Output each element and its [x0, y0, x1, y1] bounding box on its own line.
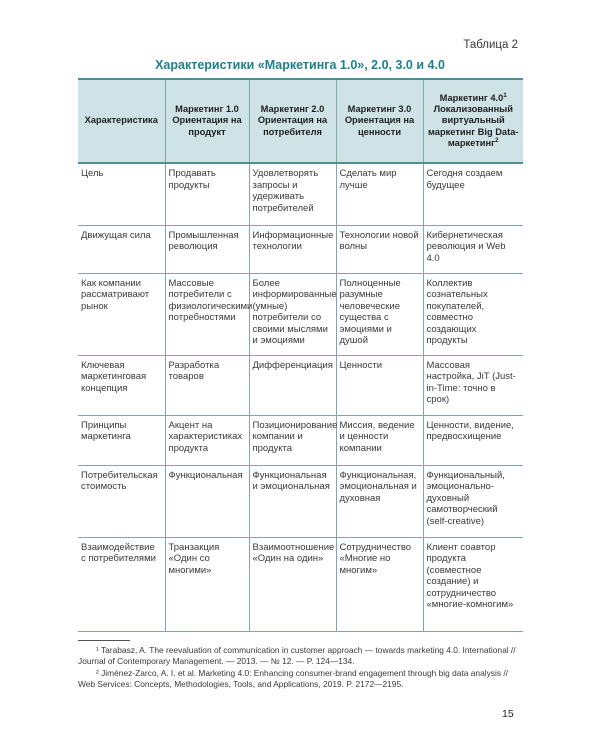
- table-row: [78, 537, 523, 631]
- table-label: Таблица 2: [463, 39, 518, 51]
- header-marketing-2: Маркетинг 2.0 Ориентация на потребителя: [249, 79, 336, 163]
- table-cell: Ценности: [336, 355, 423, 415]
- table-cell: Дифференциация: [249, 355, 336, 415]
- marketing-comparison-table: [78, 78, 523, 632]
- table-cell: Удовлетворять запросы и удерживать потребителей: [249, 163, 336, 225]
- row-label: Принципы маркетинга: [78, 415, 165, 465]
- table-cell: Более информированные (умные) потребители со своими мыслями и эмоциями: [249, 273, 336, 355]
- table-cell: Технологии новой волны: [336, 225, 423, 273]
- table-cell: Разработка товаров: [165, 355, 249, 415]
- table-cell: Взаимоотношение «Один на один»: [249, 537, 336, 631]
- table-row: [78, 355, 523, 415]
- table-cell: Ценности, видение, предвосхищение: [423, 415, 523, 465]
- header-marketing-4: [423, 79, 523, 163]
- table-title: Характеристики «Маркетинга 1.0», 2.0, 3.0 и 4.0: [155, 58, 445, 72]
- row-label: Цель: [78, 163, 165, 225]
- table-cell: Промышленная революция: [165, 225, 249, 273]
- table-row: [78, 465, 523, 537]
- table-cell: Кибернетическая революция и Web 4.0: [423, 225, 523, 273]
- header-marketing-3: Маркетинг 3.0 Ориентация на ценности: [336, 79, 423, 163]
- row-label: Потребительская стоимость: [78, 465, 165, 537]
- table-row: [78, 273, 523, 355]
- table-cell: Сегодня создаем будущее: [423, 163, 523, 225]
- table-cell: Транзакция «Один со многими»: [165, 537, 249, 631]
- footnotes: [78, 645, 523, 691]
- table-row: [78, 163, 523, 225]
- table-cell: Коллектив сознательных покупателей, совместно создающих продукты: [423, 273, 523, 355]
- row-label: Ключевая маркетинговая концепция: [78, 355, 165, 415]
- table-cell: Миссия, ведение и ценности компании: [336, 415, 423, 465]
- footnote-ref-2: 2: [494, 136, 499, 144]
- row-label: Движущая сила: [78, 225, 165, 273]
- table-row: [78, 225, 523, 273]
- header-marketing-4-desc: Локализованный виртуальный маркетинг Big Data-маркетинг: [428, 104, 519, 148]
- footnote-divider: [78, 640, 130, 641]
- header-row: [78, 79, 523, 163]
- table-cell: Клиент соавтор продукта (совместное создание) и сотрудничество «многие-комногим»: [423, 537, 523, 631]
- table-cell: Функциональный, эмоционально-духовный самотворческий (self-creative): [423, 465, 523, 537]
- table-cell: Массовая настройка, JiT (Just-in-Time: точно в срок): [423, 355, 523, 415]
- footnote-1: ¹ Tarabasz, A. The reevaluation of communication in customer approach — towards marketing 4.0. International // Journal of Contemporary Management. — 2013. — № 12. — P. 124—134.: [78, 645, 516, 666]
- table-cell: Функциональная: [165, 465, 249, 537]
- header-characteristic: Характеристика: [78, 79, 165, 163]
- table-cell: Информационные технологии: [249, 225, 336, 273]
- table-cell: Продавать продукты: [165, 163, 249, 225]
- header-marketing-4-title: Маркетинг 4.0: [439, 92, 504, 103]
- table-cell: Функциональная, эмоциональная и духовная: [336, 465, 423, 537]
- table-row: [78, 415, 523, 465]
- table-cell: Позиционирование компании и продукта: [249, 415, 336, 465]
- page-number: 15: [502, 708, 514, 720]
- table-cell: Сделать мир лучше: [336, 163, 423, 225]
- table-cell: Массовые потребители с физиологическими потребностями: [165, 273, 249, 355]
- footnote-2: ² Jiménez-Zarco, A. I. et al. Marketing 4.0: Enhancing consumer-brand engagement through big data analysis // Web Services: Concepts, Methodologies, Tools, and Applications, 2019. P. 2172—2195.: [78, 668, 508, 689]
- table-cell: Акцент на характеристиках продукта: [165, 415, 249, 465]
- footnote-ref-1: 1: [503, 91, 507, 99]
- table-cell: Функциональная и эмоциональная: [249, 465, 336, 537]
- table-cell: Сотрудничество «Многие но многим»: [336, 537, 423, 631]
- table-cell: Полноценные разумные человеческие существа с эмоциями и душой: [336, 273, 423, 355]
- row-label: Взаимодействие с потребителями: [78, 537, 165, 631]
- row-label: Как компании рассматривают рынок: [78, 273, 165, 355]
- header-marketing-1: Маркетинг 1.0 Ориентация на продукт: [165, 79, 249, 163]
